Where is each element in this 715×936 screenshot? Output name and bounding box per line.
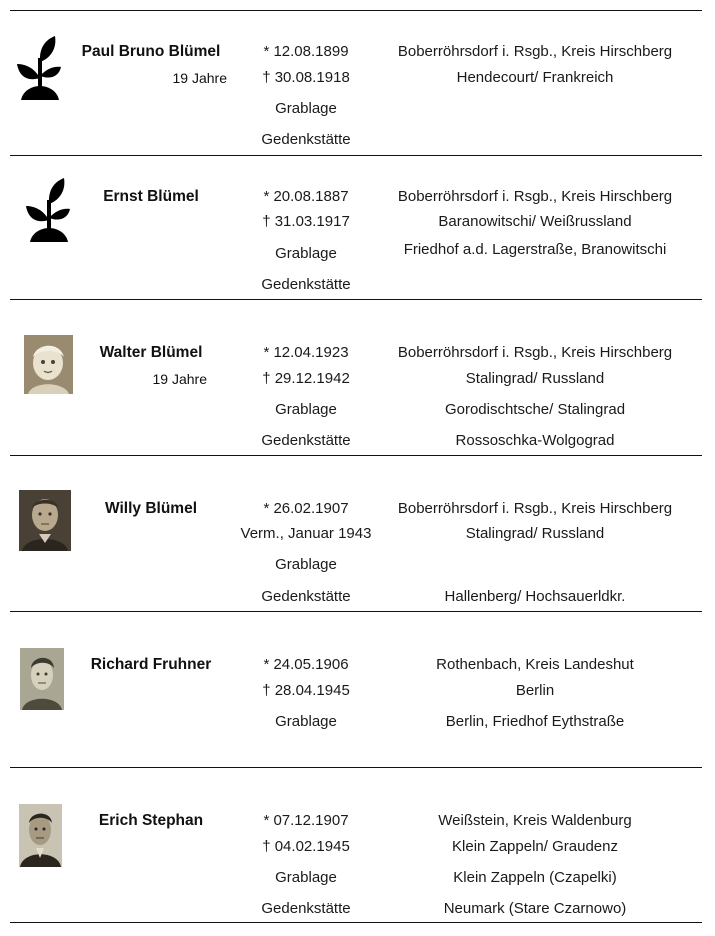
death-place: Berlin — [515, 682, 555, 699]
age-at-death: 19 Jahre — [172, 70, 227, 86]
birth-date: * 24.05.1906 — [263, 656, 349, 673]
memorial-label: Gedenkstätte — [261, 131, 351, 148]
grave-label: Grablage — [275, 869, 337, 886]
grave-place: Klein Zappeln (Czapelki) — [453, 869, 617, 886]
memorial-entry — [0, 612, 715, 767]
person-name: Walter Blümel — [99, 344, 203, 361]
birth-place: Weißstein, Kreis Waldenburg — [438, 812, 632, 829]
birth-place: Boberröhrsdorf i. Rsgb., Kreis Hirschberg — [397, 188, 673, 205]
missing-date: Verm., Januar 1943 — [240, 525, 372, 542]
person-name: Ernst Blümel — [103, 188, 199, 205]
person-name: Richard Fruhner — [90, 656, 212, 673]
grave-label: Grablage — [275, 100, 337, 117]
grave-place: Friedhof a.d. Lagerstraße, Branowitschi — [403, 241, 667, 258]
child-portrait-photo — [24, 335, 73, 394]
death-place: Baranowitschi/ Weißrussland — [438, 213, 632, 230]
memorial-place: Neumark (Stare Czarnowo) — [443, 900, 627, 917]
man-portrait-photo — [20, 648, 64, 710]
death-place: Klein Zappeln/ Graudenz — [452, 838, 618, 855]
memorial-entry — [0, 456, 715, 611]
grave-label: Grablage — [275, 245, 337, 262]
grave-label: Grablage — [275, 713, 337, 730]
death-place: Hendecourt/ Frankreich — [456, 69, 614, 86]
memorial-entry — [0, 768, 715, 923]
memorial-label: Gedenkstätte — [261, 588, 351, 605]
grave-label: Grablage — [275, 401, 337, 418]
memorial-label: Gedenkstätte — [261, 276, 351, 293]
grave-place: Gorodischtsche/ Stalingrad — [444, 401, 626, 418]
memorial-entry — [0, 156, 715, 311]
birth-date: * 20.08.1887 — [263, 188, 349, 205]
death-date: † 28.04.1945 — [262, 682, 350, 699]
memorial-place: Rossoschka-Wolgograd — [455, 432, 615, 449]
man-portrait-photo — [19, 804, 62, 867]
memorial-place: Hallenberg/ Hochsauerldkr. — [444, 588, 626, 605]
birth-date: * 26.02.1907 — [263, 500, 349, 517]
birth-place: Boberröhrsdorf i. Rsgb., Kreis Hirschberg — [397, 43, 673, 60]
birth-date: * 12.08.1899 — [263, 43, 349, 60]
memorial-entry — [0, 300, 715, 455]
person-name: Willy Blümel — [104, 500, 198, 517]
man-portrait-photo — [19, 490, 71, 551]
sprout-icon — [15, 36, 65, 100]
birth-place: Boberröhrsdorf i. Rsgb., Kreis Hirschberg — [397, 344, 673, 361]
grave-place: Berlin, Friedhof Eythstraße — [445, 713, 625, 730]
sprout-icon — [24, 178, 74, 242]
missing-place: Stalingrad/ Russland — [465, 525, 605, 542]
memorial-entry — [0, 0, 715, 155]
birth-place: Rothenbach, Kreis Landeshut — [436, 656, 634, 673]
birth-date: * 12.04.1923 — [263, 344, 349, 361]
birth-place: Boberröhrsdorf i. Rsgb., Kreis Hirschberg — [397, 500, 673, 517]
death-date: † 04.02.1945 — [262, 838, 350, 855]
memorial-label: Gedenkstätte — [261, 432, 351, 449]
death-place: Stalingrad/ Russland — [465, 370, 605, 387]
age-at-death: 19 Jahre — [152, 371, 207, 387]
grave-label: Grablage — [275, 556, 337, 573]
death-date: † 30.08.1918 — [262, 69, 350, 86]
birth-date: * 07.12.1907 — [263, 812, 349, 829]
death-date: † 29.12.1942 — [262, 370, 350, 387]
death-date: † 31.03.1917 — [262, 213, 350, 230]
person-name: Paul Bruno Blümel — [81, 43, 221, 60]
person-name: Erich Stephan — [98, 812, 204, 829]
memorial-label: Gedenkstätte — [261, 900, 351, 917]
